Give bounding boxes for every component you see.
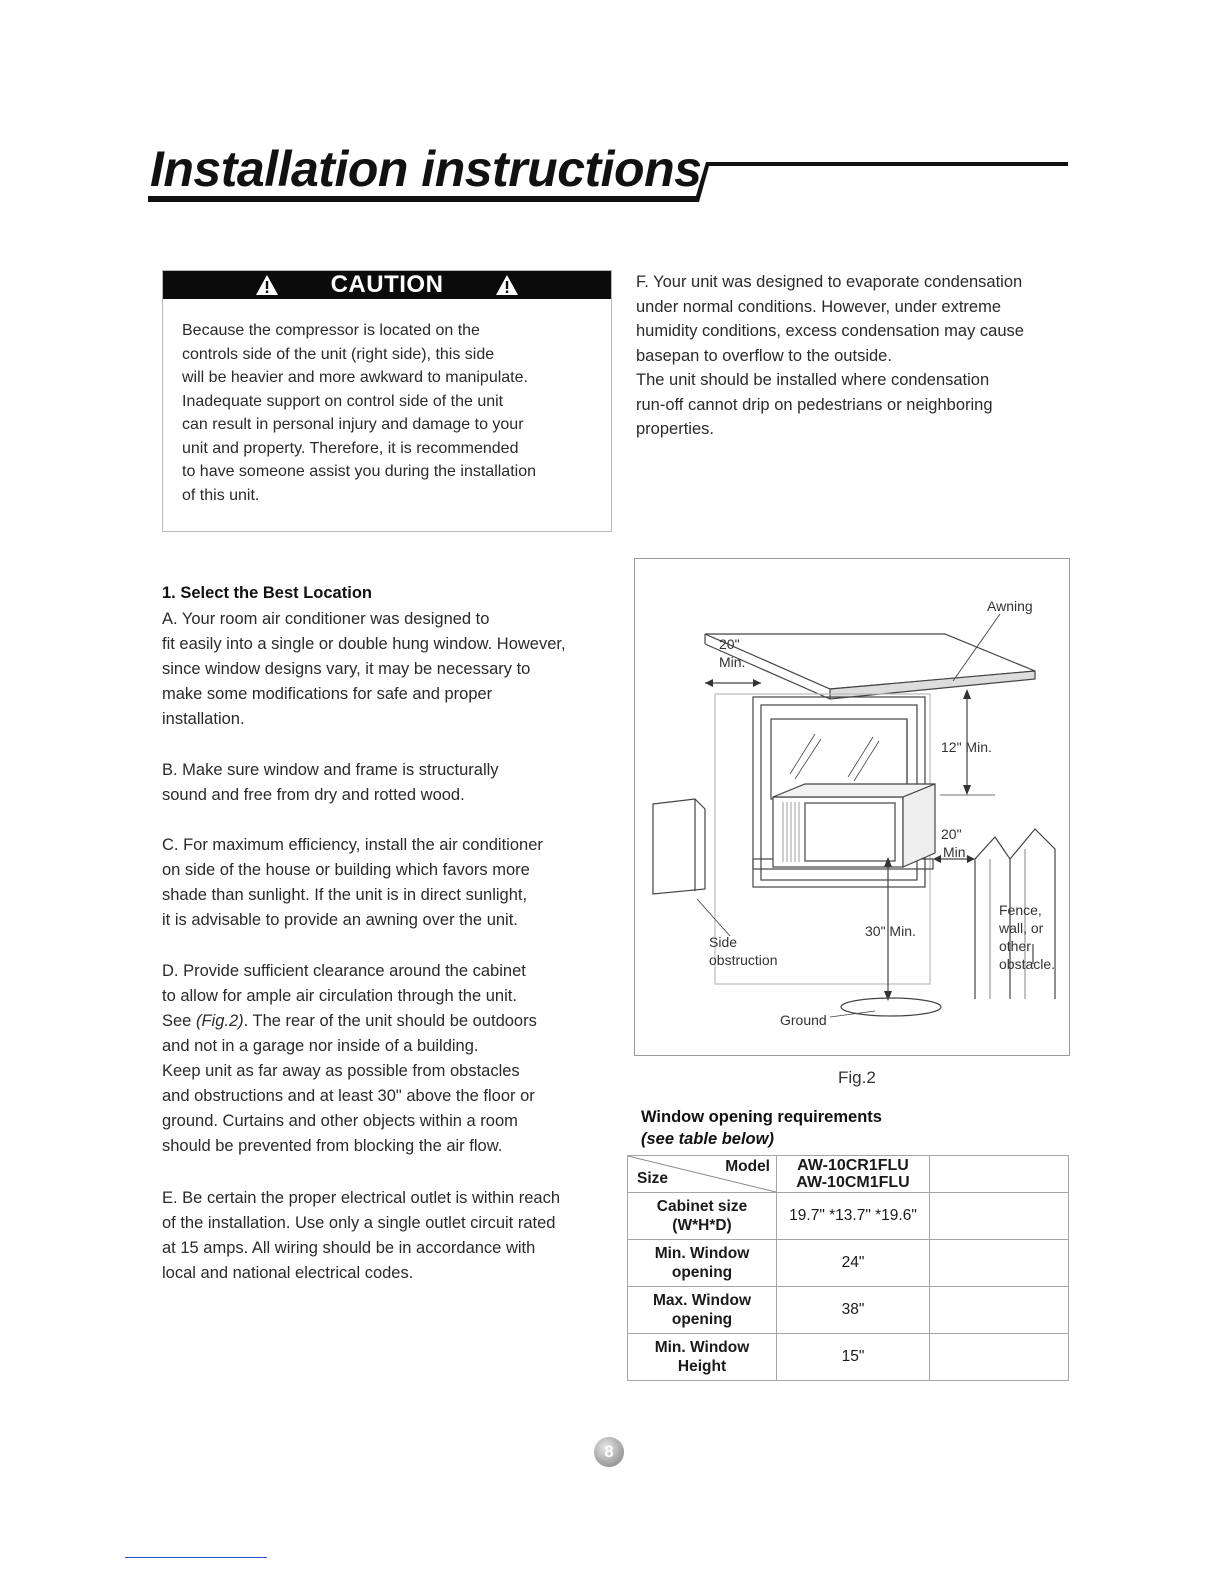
table-row <box>628 1240 1069 1287</box>
side-obstruction-label: Side <box>709 934 738 950</box>
empty-cell <box>930 1287 1069 1334</box>
row-label <box>628 1240 777 1287</box>
text-line: Keep unit as far away as possible from obstacles <box>162 1062 520 1080</box>
text-line: A. Your room air conditioner was designed to <box>162 610 490 628</box>
text-line: installation. <box>162 710 245 728</box>
text-line: basepan to overflow to the outside. <box>636 346 892 365</box>
side-clearance-min: Min. <box>943 844 970 860</box>
requirements-title: Window opening requirements <box>641 1108 882 1126</box>
paragraph-c <box>162 833 543 933</box>
row-label-line: (W*H*D) <box>672 1217 732 1234</box>
fence-label: other <box>999 938 1031 954</box>
awning-label: Awning <box>987 598 1033 614</box>
text-line: since window designs vary, it may be necessary to <box>162 660 531 678</box>
text-line <box>162 1009 537 1034</box>
paragraph-b <box>162 758 499 808</box>
above-clearance-label: 12" Min. <box>941 739 992 755</box>
text-line: The unit should be installed where condensation <box>636 371 990 389</box>
text-line: F. Your unit was designed to evaporate condensation <box>636 273 1023 291</box>
text-line: humidity conditions, excess condensation may cause <box>636 322 1024 340</box>
row-label-line: Min. Window <box>654 1245 750 1262</box>
figure-reference: (Fig.2) <box>195 1012 244 1030</box>
text-line: sound and free from dry and rotted wood. <box>162 786 465 804</box>
header-rule <box>148 152 1068 212</box>
caution-line: of this unit. <box>182 486 260 504</box>
text-line: fit easily into a single or double hung window. However, <box>162 635 566 653</box>
row-label <box>628 1334 777 1381</box>
row-value: 38" <box>777 1287 930 1334</box>
text-line: make some modifications for safe and proper <box>162 685 493 703</box>
row-label-line: Cabinet size <box>656 1198 748 1215</box>
fence-label: Fence, <box>999 902 1042 918</box>
size-label: Size <box>637 1170 669 1187</box>
table-header-row <box>628 1156 1069 1193</box>
paragraph-a <box>162 607 566 732</box>
caution-text <box>182 319 602 507</box>
installation-diagram <box>635 559 1071 1057</box>
footer-rule <box>125 1557 267 1558</box>
empty-cell <box>930 1193 1069 1240</box>
text-line: D. Provide sufficient clearance around the cabinet <box>162 962 526 980</box>
text-line: and not in a garage nor inside of a building. <box>162 1037 479 1055</box>
size-model-corner-cell <box>628 1156 777 1193</box>
side-clearance-value: 20" <box>941 826 962 842</box>
row-label-line: Max. Window <box>652 1292 752 1309</box>
text-line: run-off cannot drip on pedestrians or neighboring <box>636 395 993 414</box>
row-value: 19.7" *13.7" *19.6" <box>777 1193 930 1240</box>
caution-line: Inadequate support on control side of the unit <box>182 392 504 410</box>
ground-clearance-label: 30" Min. <box>865 923 916 939</box>
caution-line: Because the compressor is located on the <box>182 322 480 339</box>
page-title: Installation instructions <box>150 141 702 197</box>
table-row <box>628 1287 1069 1334</box>
model-name: AW-10CM1FLU <box>796 1174 910 1191</box>
fence-label: wall, or <box>999 920 1044 936</box>
warning-icon <box>255 274 279 296</box>
text-line: B. Make sure window and frame is structurally <box>162 761 499 779</box>
fence-label: obstacle. <box>999 956 1056 972</box>
row-label <box>628 1287 777 1334</box>
text-line: it is advisable to provide an awning over the unit. <box>162 911 518 929</box>
caution-box <box>162 270 612 532</box>
text-line: E. Be certain the proper electrical outlet is within reach <box>162 1189 561 1207</box>
row-value: 24" <box>777 1240 930 1287</box>
caution-line: unit and property. Therefore, it is recommended <box>182 439 519 457</box>
text-line: at 15 amps. All wiring should be in accordance with <box>162 1239 536 1257</box>
top-clearance-min: Min. <box>719 654 746 670</box>
text-line: under normal conditions. However, under extreme <box>636 297 1002 316</box>
side-obstruction-label: obstruction <box>709 952 778 968</box>
empty-cell <box>930 1334 1069 1381</box>
row-label-line: opening <box>671 1264 733 1281</box>
row-label <box>628 1193 777 1240</box>
empty-cell <box>930 1156 1069 1193</box>
text-line: should be prevented from blocking the air flow. <box>162 1137 503 1155</box>
row-value: 15" <box>777 1334 930 1381</box>
text-line: C. For maximum efficiency, install the air conditioner <box>162 836 543 854</box>
caution-line: to have someone assist you during the installation <box>182 463 536 480</box>
text-line: to allow for ample air circulation through the unit. <box>162 987 517 1005</box>
ground-label: Ground <box>780 1012 827 1028</box>
text-line: properties. <box>636 420 714 438</box>
warning-icon <box>495 274 519 296</box>
text-fragment: . The rear of the unit should be outdoors <box>243 1012 537 1030</box>
text-line: ground. Curtains and other objects within a room <box>162 1112 518 1130</box>
text-line: and obstructions and at least 30" above the floor or <box>162 1087 535 1105</box>
figure-caption: Fig.2 <box>838 1068 876 1087</box>
text-fragment: See <box>162 1012 196 1030</box>
text-line: on side of the house or building which favors more <box>162 861 530 879</box>
empty-cell <box>930 1240 1069 1287</box>
page-number-badge: 8 <box>594 1437 624 1467</box>
paragraph-f <box>636 270 1086 442</box>
paragraph-e <box>162 1186 560 1286</box>
text-line: shade than sunlight. If the unit is in direct sunlight, <box>162 886 528 904</box>
row-label-line: Height <box>677 1358 727 1375</box>
paragraph-d <box>162 959 537 1159</box>
caution-line: controls side of the unit (right side), this side <box>182 345 495 363</box>
section-heading: 1. Select the Best Location <box>162 584 372 602</box>
window-requirements-table <box>627 1155 1069 1381</box>
model-label: Model <box>725 1158 770 1175</box>
caution-label: CAUTION <box>330 271 444 298</box>
text-line: of the installation. Use only a single outlet circuit rated <box>162 1214 556 1232</box>
text-line: local and national electrical codes. <box>162 1264 414 1282</box>
row-label-line: Min. Window <box>654 1339 750 1356</box>
caution-line: will be heavier and more awkward to manipulate. <box>182 369 528 386</box>
caution-line: can result in personal injury and damage to your <box>182 416 524 433</box>
requirements-subtitle: (see table below) <box>641 1130 774 1148</box>
caution-banner <box>163 271 611 299</box>
top-clearance-value: 20" <box>719 636 740 652</box>
table-row <box>628 1334 1069 1381</box>
row-label-line: opening <box>671 1311 733 1328</box>
figure-2 <box>634 558 1070 1056</box>
model-cell <box>777 1156 930 1193</box>
table-row <box>628 1193 1069 1240</box>
model-name: AW-10CR1FLU <box>797 1157 909 1174</box>
